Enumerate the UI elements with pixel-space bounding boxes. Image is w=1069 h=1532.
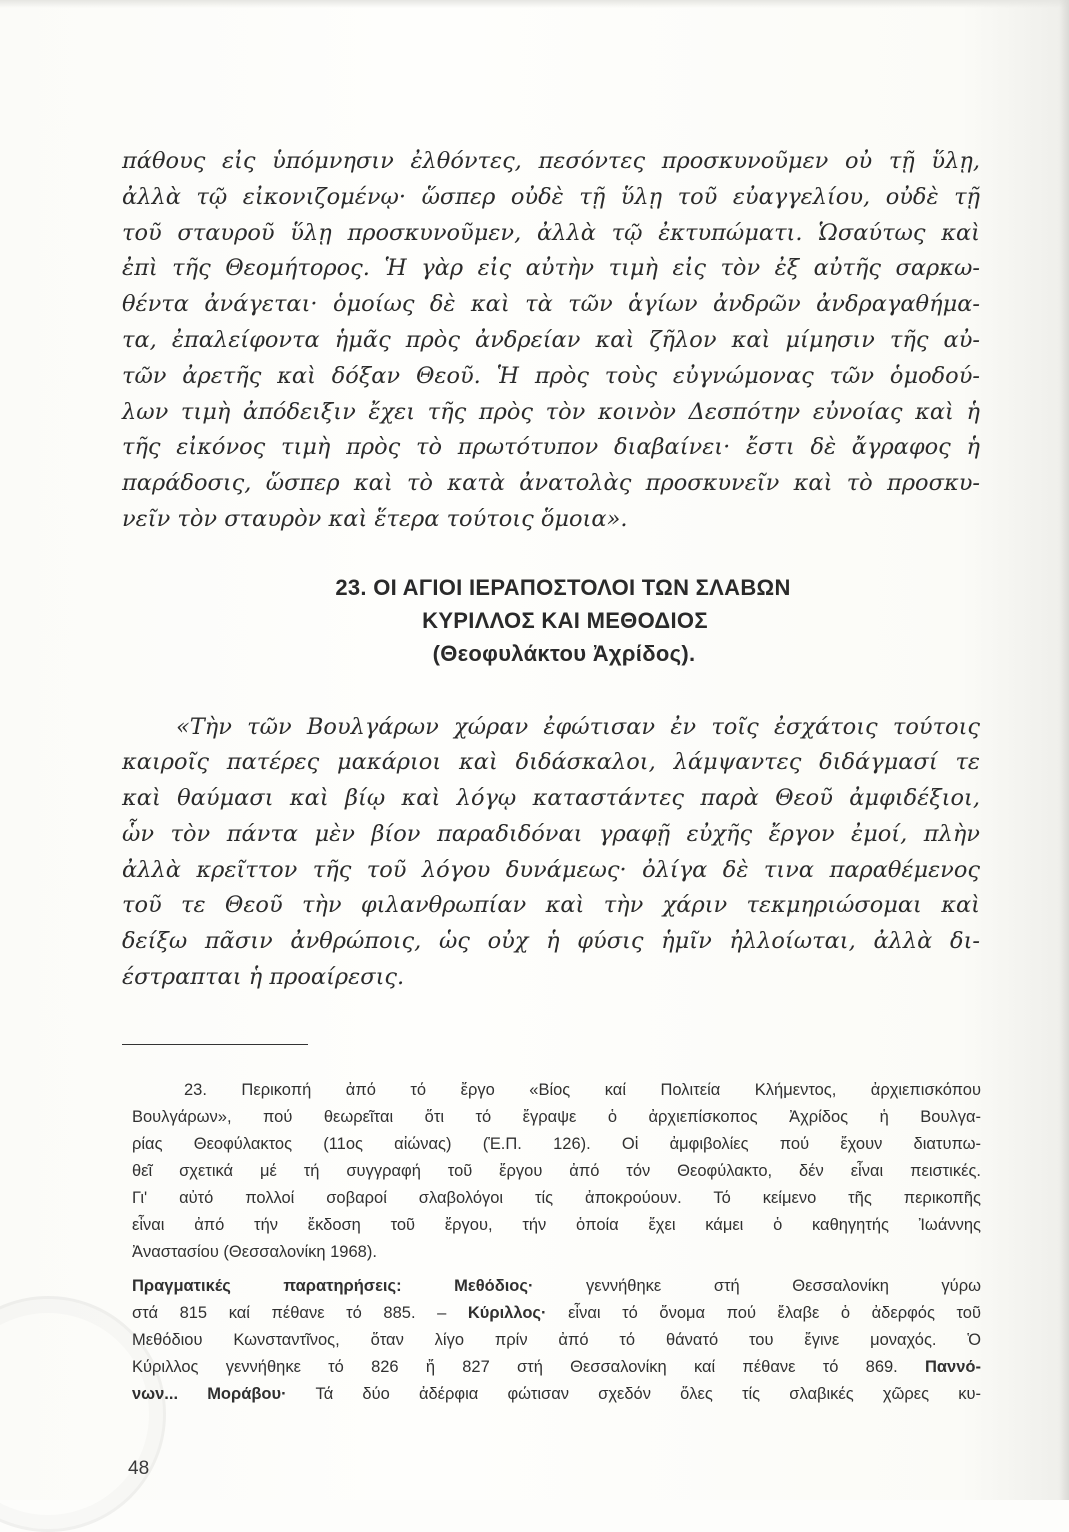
footnote-line: Βουλγάρων», πού θεωρεῖται ὅτι τό ἔγραψε ὁ ἀρχιεπίσκοπος Ἀχρίδος ἡ Βουλγα- bbox=[132, 1108, 981, 1126]
main-text-line: ἐπὶ τῆς Θεομήτορος. Ἡ γὰρ εἰς αὐτὴν τιμὴ εἰς τὸν ἐξ αὐτῆς σαρκω- bbox=[122, 255, 980, 281]
notes-line bbox=[132, 1300, 981, 1326]
main-text-line: τῶν ἀρετῆς καὶ δόξαν Θεοῦ. Ἡ πρὸς τοὺς εὐγνώμονας τῶν ὁμοδού- bbox=[122, 363, 980, 389]
main-text-line: παράδοσις, ὥσπερ καὶ τὸ κατὰ ἀνατολὰς προσκυνεῖν καὶ τὸ προσκυ- bbox=[122, 470, 980, 496]
main-text-line: λων τιμὴ ἀπόδειξιν ἔχει τῆς πρὸς τὸν κοινὸν Δεσπότην εὐνοίας καὶ ἡ bbox=[122, 399, 980, 425]
notes-line bbox=[132, 1381, 981, 1407]
section-text-line: τοῦ τε Θεοῦ τὴν φιλανθρωπίαν καὶ τὴν χάριν τεκμηριώσομαι καὶ bbox=[122, 892, 980, 918]
notes-text: Τά δύο ἀδέρφια φώτισαν σχεδόν ὅλες τίς σλαβικές χῶρες κυ- bbox=[286, 1385, 981, 1403]
section-heading: 23. ΟΙ ΑΓΙΟΙ ΙΕΡΑΠΟΣΤΟΛΟΙ ΤΩΝ ΣΛΑΒΩΝ bbox=[335, 575, 791, 600]
notes-text: εἶναι τό ὄνομα πού ἔλαβε ὁ ἀδερφός τοῦ bbox=[546, 1304, 981, 1322]
main-text-line: ἀλλὰ τῷ εἰκονιζομένῳ· ὥσπερ οὐδὲ τῇ ὕλῃ τοῦ εὐαγγελίου, οὐδὲ τῇ bbox=[122, 184, 980, 210]
section-text-line: έστραπται ἡ προαίρεσις. bbox=[122, 964, 405, 990]
footnote-line: θεῖ σχετικά μέ τή συγγραφή τοῦ ἔργου ἀπό τόν Θεοφύλακτο, δέν εἶναι πειστικές. bbox=[132, 1162, 981, 1180]
footnote-line: Γι' αὐτό πολλοί σοβαροί σλαβολόγοι τίς ἀποκρούουν. Τό κείμενο τῆς περικοπῆς bbox=[132, 1189, 981, 1207]
main-text-line: πάθους εἰς ὑπόμνησιν ἐλθόντες, πεσόντες προσκυνοῦμεν οὐ τῇ ὕλῃ, bbox=[122, 148, 980, 174]
main-text-line: θέντα ἀνάγεται· ὁμοίως δὲ καὶ τὰ τῶν ἁγίων ἀνδρῶν ἀνδραγαθήμα- bbox=[122, 291, 980, 317]
notes-text: στά 815 καί πέθανε τό 885. – bbox=[132, 1304, 468, 1322]
notes-term: νων... Μοράβου· bbox=[132, 1385, 287, 1403]
notes-term: Παννό- bbox=[925, 1358, 981, 1376]
section-text-line: «Τὴν τῶν Βουλγάρων χώραν ἐφώτισαν ἐν τοῖς ἐσχάτοις τούτοις bbox=[176, 714, 980, 740]
notes-line bbox=[132, 1354, 981, 1380]
section-text-line: ὧν τὸν πάντα μὲν βίον παραδιδόναι γραφῇ εὐχῆς ἔργον ἐμοί, πλὴν bbox=[122, 821, 980, 847]
section-text-line: καὶ θαύμασι καὶ βίῳ καὶ λόγῳ καταστάντες παρὰ Θεοῦ ἀμφιδέξιοι, bbox=[122, 785, 980, 811]
page-top-edge bbox=[0, 0, 1069, 8]
section-text-line: ἀλλὰ κρεῖττον τῆς τοῦ λόγου δυνάμεως· ὀλίγα δὲ τινα παραθέμενος bbox=[122, 857, 980, 883]
notes-text: γεννήθηκε στή Θεσσαλονίκη γύρω bbox=[533, 1277, 981, 1295]
footnote-line: 23. Περικοπή ἀπό τό ἔργο «Βίος καί Πολιτεία Κλήμεντος, ἀρχιεπισκόπου bbox=[184, 1081, 981, 1099]
notes-line: Μεθόδιου Κωνσταντῖνος, ὅταν λίγο πρίν ἀπό τό θάνατό του ἔγινε μοναχός. Ὁ bbox=[132, 1331, 981, 1349]
footnote-line: εἶναι ἀπό τήν ἔκδοση τοῦ ἔργου, τήν ὁποία ἔχει κάμει ὁ καθηγητής Ἰωάννης bbox=[132, 1216, 981, 1234]
main-text-line: νεῖν τὸν σταυρὸν καὶ ἕτερα τούτοις ὅμοια». bbox=[122, 506, 628, 532]
notes-text: Κύριλλος γεννήθηκε τό 826 ἤ 827 στή Θεσσαλονίκη καί πέθανε τό 869. bbox=[132, 1358, 925, 1376]
main-text-line: τοῦ σταυροῦ ὕλῃ προσκυνοῦμεν, ἀλλὰ τῷ ἐκτυπώματι. Ὡσαύτως καὶ bbox=[122, 220, 980, 246]
main-text-line: τῆς εἰκόνος τιμὴ πρὸς τὸ πρωτότυπον διαβαίνει· ἔστι δὲ ἄγραφος ἡ bbox=[122, 434, 980, 460]
footnote-line: ρίας Θεοφύλακτος (11ος αἰώνας) (Ἑ.Π. 126). Οἱ ἀμφιβολίες πού ἔχουν διατυπω- bbox=[132, 1135, 981, 1153]
notes-line bbox=[132, 1273, 981, 1299]
main-text-line: τα, ἐπαλείφοντα ἡμᾶς πρὸς ἀνδρείαν καὶ ζῆλον καὶ μίμησιν τῆς αὐ- bbox=[122, 327, 980, 353]
section-source: (Θεοφυλάκτου Ἀχρίδος). bbox=[432, 641, 696, 666]
section-text-line: καιροῖς πατέρες μακάριοι καὶ διδάσκαλοι, λάμψαντες διδάγμασί τε bbox=[122, 749, 980, 775]
section-text-line: δείξω πᾶσιν ἀνθρώποις, ὡς οὐχ ἡ φύσις ἡμῖν ἠλλοίωται, ἀλλὰ δι- bbox=[122, 928, 980, 954]
notes-term: Πραγματικές παρατηρήσεις: Μεθόδιος· bbox=[132, 1277, 534, 1295]
page-number: 48 bbox=[128, 1458, 150, 1479]
footnote-divider bbox=[122, 1044, 308, 1045]
footnote-line: Ἀναστασίου (Θεσσαλονίκη 1968). bbox=[132, 1243, 377, 1261]
notes-term: Κύριλλος· bbox=[467, 1304, 547, 1322]
section-subheading: ΚΥΡΙΛΛΟΣ ΚΑΙ ΜΕΘΟΔΙΟΣ bbox=[422, 608, 708, 633]
page-right-shadow bbox=[1059, 0, 1069, 1500]
